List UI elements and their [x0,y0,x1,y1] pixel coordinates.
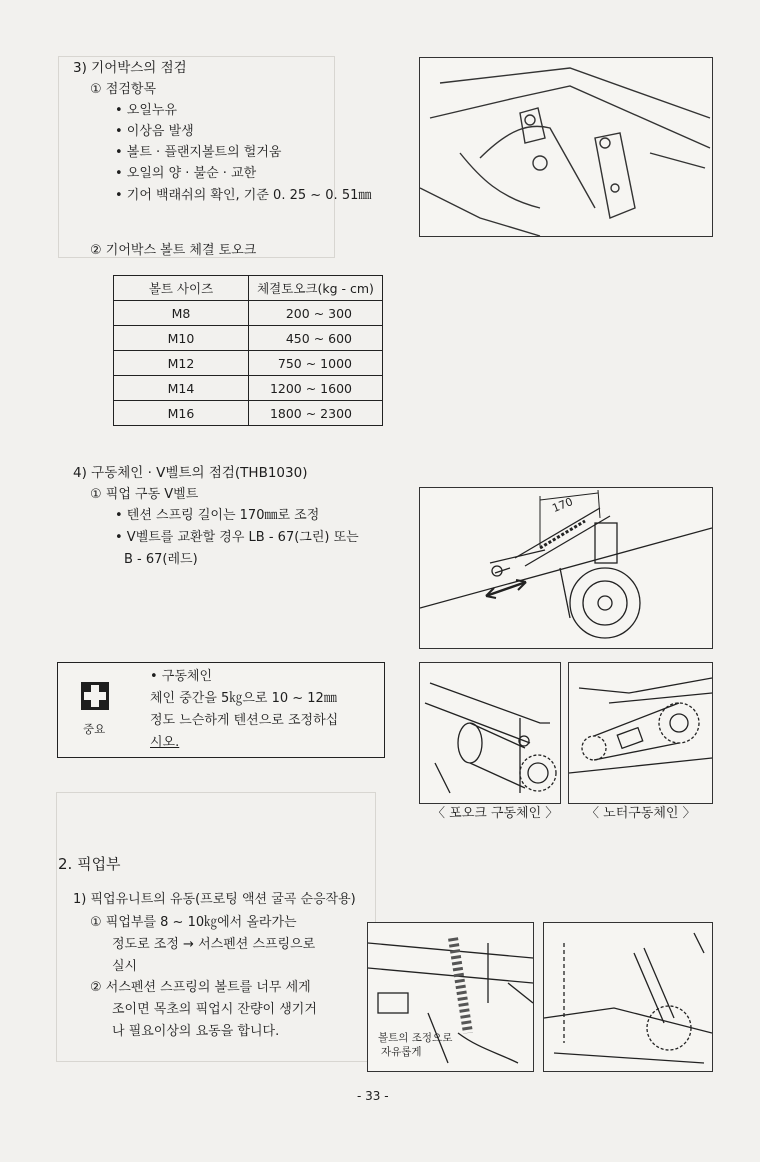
notice-line: 시오. [150,735,180,750]
belt-instruction: • V벨트를 교환할 경우 LB - 67(그린) 또는 [115,530,359,545]
section-3-title: 3) 기어박스의 점검 [73,60,187,76]
table-header-bolt-size: 볼트 사이즈 [114,276,249,301]
pickup-instruction: 정도로 조정 → 서스펜션 스프링으로 [112,937,316,952]
notice-title: • 구동체인 [150,669,213,684]
bolt-size-cell: M16 [114,401,249,426]
check-item: • 이상음 발생 [115,124,194,139]
table-row [114,326,383,351]
torque-cell: 200 ~ 300 [249,301,383,326]
rotor-chain-illustration [569,663,712,803]
page-number: - 33 - [357,1089,389,1103]
suspension-spring-photo [367,922,534,1072]
check-item: • 기어 백래쉬의 확인, 기준 0. 25 ~ 0. 51㎜ [115,188,372,203]
gearbox-illustration [420,58,712,236]
belt-instruction: B - 67(레드) [124,552,198,567]
table-header-row [114,276,383,301]
pickup-instruction: 조이면 목초의 픽업시 잔량이 생기거 [112,1002,317,1017]
section-4-subtitle-1: ① 픽업 구동 V벨트 [90,487,199,502]
section-3-subtitle-2: ② 기어박스 볼트 체결 토오크 [90,243,257,258]
section-4-title: 4) 구동체인 · V벨트의 점검(THB1030) [73,465,308,481]
bolt-size-cell: M8 [114,301,249,326]
pto-chain-caption: 〈 포오크 구동체인 〉 [432,806,559,821]
belt-instruction: • 텐션 스프링 길이는 170㎜로 조정 [115,508,320,523]
check-item: • 볼트 · 플랜지볼트의 헐거움 [115,145,282,160]
bolt-size-cell: M10 [114,326,249,351]
photo-label: 볼트의 조정으로 [378,1032,453,1044]
important-notice [57,662,385,758]
table-row [114,376,383,401]
section-2-subtitle-1: 1) 픽업유니트의 유동(프로팅 액션 굴곡 순응작용) [73,892,356,907]
section-2-title: 2. 픽업부 [58,855,121,873]
pickup-wheel-photo [543,922,713,1072]
bolt-size-cell: M14 [114,376,249,401]
notice-label: 중요 [83,722,106,736]
table-row [114,401,383,426]
pickup-instruction: ① 픽업부를 8 ~ 10㎏에서 올라가는 [90,915,297,930]
photo-label: 자유롭게 [381,1046,422,1058]
pickup-instruction: 나 필요이상의 요동을 합니다. [112,1024,280,1039]
pto-chain-photo [419,662,561,804]
dimension-label: 170 [550,495,575,515]
notice-line: 정도 느슨하게 텐션으로 조정하십 [150,713,339,728]
table-header-torque: 체결토오크(kg - cm) [249,276,383,301]
check-item: • 오일의 양 · 불순 · 교한 [115,166,257,181]
check-item: • 오일누유 [115,103,178,118]
rotor-chain-caption: 〈 노터구동체인 〉 [586,806,696,821]
torque-table [113,275,383,426]
notice-line: 체인 중간을 5㎏으로 10 ~ 12㎜ [150,691,337,706]
torque-cell: 750 ~ 1000 [249,351,383,376]
v-belt-tension-figure [419,487,713,649]
torque-cell: 1200 ~ 1600 [249,376,383,401]
gearbox-photo [419,57,713,237]
table-row [114,351,383,376]
torque-cell: 450 ~ 600 [249,326,383,351]
torque-cell: 1800 ~ 2300 [249,401,383,426]
first-aid-cross-icon [81,682,109,710]
pickup-wheel-illustration [544,923,712,1071]
pickup-instruction: 실시 [112,959,138,974]
pickup-instruction: ② 서스펜션 스프링의 볼트를 너무 세게 [90,980,311,995]
section-3-subtitle-1: ① 점검항목 [90,82,157,97]
pto-chain-illustration [420,663,560,803]
rotor-chain-photo [568,662,713,804]
table-row [114,301,383,326]
bolt-size-cell: M12 [114,351,249,376]
